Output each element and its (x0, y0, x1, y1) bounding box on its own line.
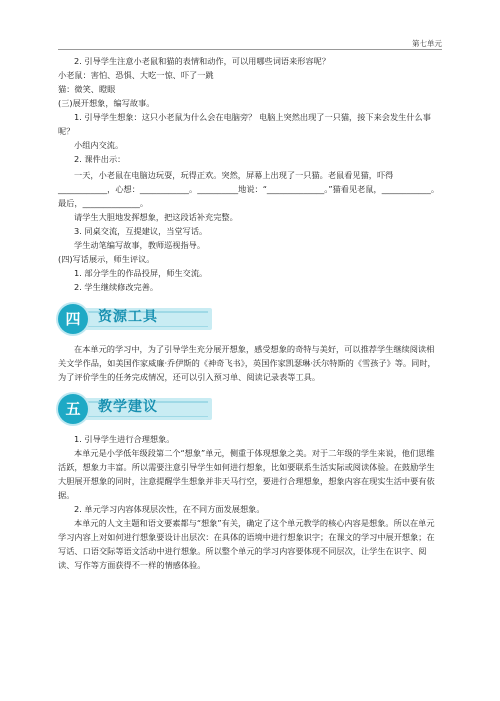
section-title: 教学建议 (98, 399, 158, 415)
section-banner-resources (58, 302, 442, 336)
text-line: 小组内交流。 (74, 140, 124, 150)
section-number-badge: 四 (58, 304, 88, 334)
text-line: 猫：微笑、瞪眼 (58, 84, 116, 94)
running-header: 第七单元 (412, 39, 442, 48)
text-line: 2. 课件出示： (74, 154, 126, 164)
text-line: 1. 部分学生的作品投屏，师生交流。 (74, 268, 208, 278)
text-line: 3. 同桌交流，互提建议，当堂写话。 (74, 226, 208, 236)
story-frame: 一天，小老鼠在电脑边玩耍，玩得正欢。突然，屏幕上出现了一只猫。老鼠看见猫，吓得____________，心想：____________。__________地说：“______________。”猫看见老鼠，____________。最后，______________。 (58, 170, 440, 208)
section-heading: (四)写话展示，师生评议。 (58, 254, 155, 264)
subheading: 1. 引导学生进行合理想象。 (74, 434, 175, 444)
text-line: 学生动笔编写故事，教师巡视指导。 (74, 240, 206, 250)
text-line: 2. 学生继续修改完善。 (74, 282, 159, 292)
section-number-badge: 五 (58, 394, 88, 424)
paragraph: 本单元的人文主题和语文要素都与“想象”有关，确定了这个单元教学的核心内容是想象。所以在单元学习内容上对如何进行想象要设计出层次：在具体的语境中进行想象识字；在课文的学习中展开想象；在写话、口语交际等语文活动中进行想象。所以整个单元的学习内容要体现不同层次，让学生在识字、阅读、写作等方面获得不一样的情感体验。 (58, 518, 435, 570)
text-line: 1. 引导学生想象：这只小老鼠为什么会在电脑旁？ 电脑上突然出现了一只猫，接下来会发生什么事呢？ (58, 112, 431, 136)
section-title: 资源工具 (98, 309, 158, 325)
section-heading: (三)展开想象，编写故事。 (58, 98, 155, 108)
paragraph: 本单元是小学低年级段第二个“想象”单元，侧重于体现想象之美。对于二年级的学生来说，他们思维活跃，想象力丰富。所以需要注意引导学生如何进行想象，比如要联系生活实际或阅读体验。在鼓励学生大胆展开想象的同时，注意提醒学生想象并非天马行空，要进行合理想象，想象内容在现实生活中要有依据。 (58, 448, 435, 500)
text-line: 小老鼠：害怕、恐惧、大吃一惊、吓了一跳 (58, 70, 214, 80)
text-line: 请学生大胆地发挥想象，把这段话补充完整。 (74, 212, 238, 222)
text-line: 2. 引导学生注意小老鼠和猫的表情和动作，可以用哪些词语来形容呢？ (74, 56, 331, 66)
header-divider (58, 49, 442, 50)
paragraph: 在本单元的学习中，为了引导学生充分展开想象，感受想象的奇特与美好，可以推荐学生继续阅读相关文学作品，如美国作家威廉·乔伊斯的《神奇飞书》，英国作家凯瑟琳·沃尔特斯的《雪孩子》等。同时，为了评价学生的任务完成情况，还可以引入预习单、阅读记录表等工具。 (58, 344, 436, 382)
subheading: 2. 单元学习内容体现层次性，在不同方面发展想象。 (74, 504, 265, 514)
page-body (58, 54, 442, 572)
section-banner-suggestions (58, 392, 442, 426)
